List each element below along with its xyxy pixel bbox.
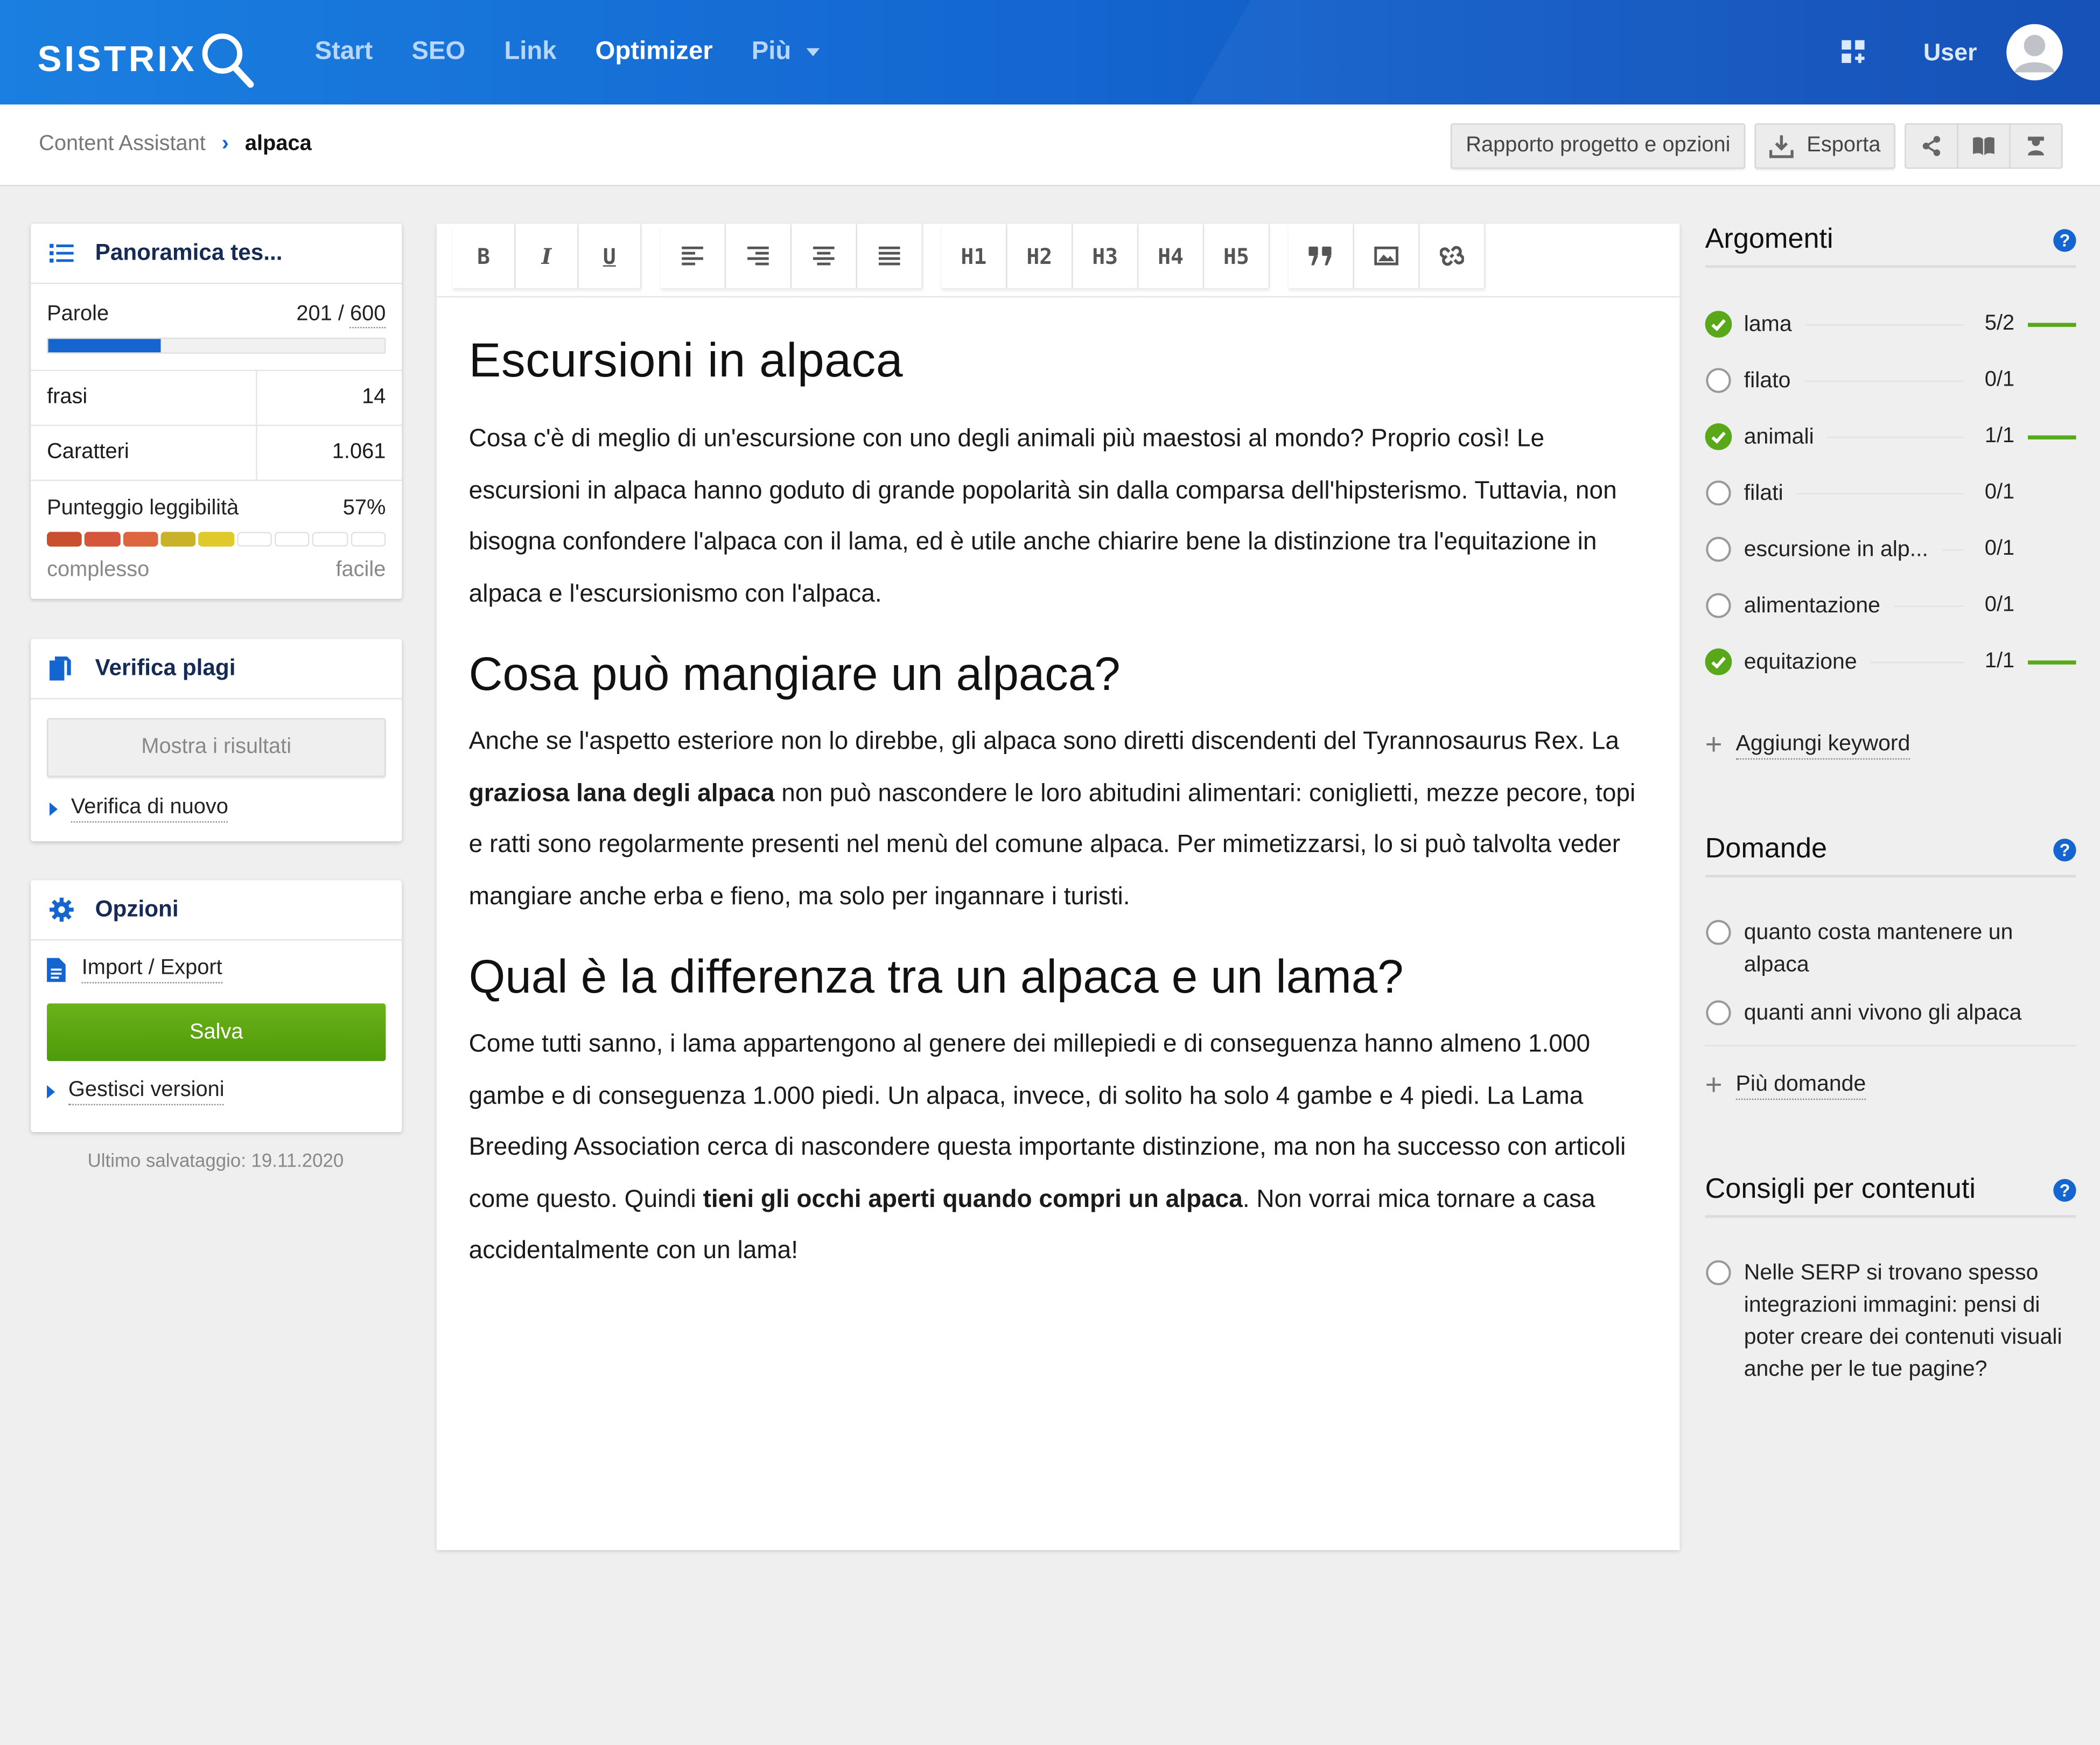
topic-count: 0/1: [1984, 537, 2015, 560]
topic-leader: [1871, 661, 1964, 662]
check-circle-icon: [1705, 648, 1732, 675]
copy-documents-icon: [50, 657, 71, 681]
text-overview-title: Panoramica tes...: [95, 240, 283, 266]
topic-leader: [1797, 492, 1964, 493]
save-button[interactable]: Salva: [47, 1003, 386, 1061]
words-row: [31, 284, 402, 338]
book-icon: [1972, 135, 1996, 157]
empty-circle-icon: [1705, 1000, 1732, 1027]
options-header[interactable]: [31, 880, 402, 940]
share-tools-group: [1905, 123, 2063, 169]
nav-link[interactable]: Link: [504, 37, 557, 66]
heading-3-button[interactable]: H3: [1073, 224, 1138, 288]
topic-count: 5/2: [1984, 312, 2015, 335]
text-editor: [437, 224, 1679, 1550]
topic-label: alimentazione: [1744, 592, 1880, 617]
more-questions-button[interactable]: + Più domande: [1705, 1067, 1866, 1101]
chevron-right-icon: ›: [221, 132, 229, 156]
align-justify-button[interactable]: [857, 224, 923, 288]
readability-scale-segment: [199, 532, 234, 547]
sentences-value: 14: [362, 386, 386, 409]
plagiarism-card: [31, 639, 402, 842]
nav-seo[interactable]: SEO: [411, 37, 466, 66]
export-button[interactable]: [1754, 123, 1895, 169]
empty-circle-icon: [1705, 919, 1732, 946]
topic-progress-bar: [2028, 660, 2076, 664]
topic-leader: [1894, 605, 1964, 606]
heading-1-button[interactable]: H1: [942, 224, 1007, 288]
topic-count: 0/1: [1984, 368, 2015, 392]
topic-item[interactable]: [1705, 421, 2076, 453]
support-icon: [2025, 135, 2047, 157]
caret-right-icon: [50, 802, 58, 816]
empty-circle-icon: [1705, 592, 1732, 619]
top-navigation-bar: [0, 0, 2100, 104]
quote-icon: [1308, 247, 1333, 266]
topic-leader: [1942, 549, 1964, 550]
align-justify-icon: [879, 247, 900, 266]
topic-item[interactable]: [1705, 646, 2076, 678]
words-label: Parole: [47, 303, 109, 326]
help-icon[interactable]: ?: [2053, 838, 2076, 861]
breadcrumb-bar: [0, 104, 2100, 186]
share-icon: [1921, 135, 1942, 157]
heading-4-button[interactable]: H4: [1138, 224, 1204, 288]
words-progress-fill: [48, 339, 161, 352]
show-results-button[interactable]: Mostra i risultati: [47, 718, 386, 777]
topic-progress-bar: [2028, 322, 2076, 326]
nav-start[interactable]: Start: [314, 37, 373, 66]
project-report-button[interactable]: [1451, 123, 1745, 169]
plagiarism-header[interactable]: [31, 639, 402, 700]
document-title[interactable]: Escursioni in alpaca: [468, 332, 904, 387]
support-button[interactable]: [2011, 124, 2062, 167]
readability-scale-segment: [123, 532, 158, 547]
scale-left-label: complesso: [47, 559, 150, 582]
topic-count: 0/1: [1984, 481, 2015, 504]
bold-phrase: tieni gli occhi aperti quando compri un alpaca: [703, 1183, 1243, 1212]
heading-5-button[interactable]: H5: [1204, 224, 1270, 288]
check-circle-icon: [1705, 423, 1732, 450]
topic-progress-bar: [2028, 547, 2076, 551]
export-label: Esporta: [1807, 134, 1881, 157]
question-item[interactable]: quanti anni vivono gli alpaca: [1705, 997, 2076, 1029]
readability-value: 57%: [342, 497, 386, 520]
topic-label: animali: [1744, 424, 1814, 449]
sistrix-logo[interactable]: [38, 30, 256, 88]
avatar[interactable]: [2006, 24, 2062, 80]
share-button[interactable]: [1906, 124, 1958, 167]
main-nav: [315, 0, 860, 104]
underline-button[interactable]: U: [579, 224, 642, 288]
tip-item[interactable]: Nelle SERP si trovano spesso integrazioni immagini: pensi di poter creare dei contenuti visuali anche per le tue pagine?: [1705, 1257, 2076, 1385]
logo-text: SISTRIX: [37, 38, 197, 79]
topic-item[interactable]: [1705, 590, 2076, 622]
document-body[interactable]: [437, 332, 1679, 1276]
characters-label: Caratteri: [31, 426, 257, 480]
paragraph-food[interactable]: Anche se l'aspetto esteriore non lo direbbe, gli alpaca sono diretti discendenti del Tyrannosaurus Rex. La graziosa lana degli alpaca non può nascondere le loro abitudini alimentari: coniglietti, mezze pecore, topi e ratti sono regolarmente presenti nel menù del comune alpaca. Per mimetizzarsi, lo si può talvolta veder mangiare anche erba e fieno, ma solo per ingannare i turisti.: [468, 726, 1636, 909]
divider: [1705, 1045, 2076, 1046]
topic-item[interactable]: [1705, 533, 2076, 566]
topic-leader: [1828, 436, 1964, 437]
topic-leader: [1805, 324, 1964, 325]
bold-phrase: graziosa lana degli alpaca: [468, 777, 775, 806]
editor-toolbar: [437, 224, 1679, 297]
topic-item[interactable]: [1705, 477, 2076, 509]
topic-item[interactable]: [1705, 308, 2076, 340]
document-icon: [47, 958, 66, 982]
paragraph-intro[interactable]: Cosa c'è di meglio di un'escursione con uno degli animali più maestosi al mondo? Proprio così! Le escursioni in alpaca hanno goduto di grande popolarità sin dalla comparsa dell'hipsterismo. Tuttavia, non bisogna confondere l'alpaca con il lama, ed è utile anche chiarire bene la distinzione tra l'equitazione in alpaca e l'escursionismo con l'alpaca.: [468, 423, 1617, 606]
topic-leader: [1804, 380, 1963, 381]
align-center-icon: [813, 247, 835, 266]
topics-header: [1705, 214, 2076, 268]
text-overview-card: [31, 224, 402, 599]
readability-scale-segment: [351, 532, 386, 547]
list-icon: [50, 244, 74, 263]
heading-2-button[interactable]: H2: [1007, 224, 1073, 288]
manage-versions-link[interactable]: Gestisci versioni: [31, 1078, 402, 1105]
topics-title: Argomenti: [1705, 224, 1833, 255]
image-icon: [1374, 247, 1398, 266]
recheck-link[interactable]: Verifica di nuovo: [31, 796, 402, 823]
gear-icon: [50, 898, 74, 922]
empty-circle-icon: [1705, 480, 1732, 507]
insert-link-button[interactable]: [1420, 224, 1486, 288]
topic-progress-bar: [2028, 379, 2076, 382]
tips-header: [1705, 1164, 2076, 1218]
italic-button[interactable]: I: [516, 224, 579, 288]
heading-food[interactable]: Cosa può mangiare un alpaca?: [468, 648, 1121, 701]
topic-label: equitazione: [1744, 649, 1857, 673]
readability-scale: [47, 532, 386, 547]
user-avatar-icon: [2006, 24, 2062, 80]
link-icon: [1440, 244, 1464, 268]
topic-label: escursione in alp...: [1744, 536, 1928, 561]
topic-label: filati: [1744, 480, 1783, 505]
align-center-button[interactable]: [792, 224, 857, 288]
topic-progress-bar: [2028, 435, 2076, 438]
topic-label: lama: [1744, 311, 1792, 336]
words-count: 201 / 600: [296, 303, 386, 327]
readability-scale-segment: [47, 532, 82, 547]
last-saved-text: Ultimo salvataggio: 19.11.2020: [87, 1149, 344, 1171]
characters-value: 1.061: [332, 441, 386, 464]
breadcrumb: [39, 104, 312, 185]
characters-row: [31, 425, 402, 480]
topic-label: filato: [1744, 367, 1791, 392]
sentences-row: [31, 370, 402, 425]
breadcrumb-current: alpaca: [244, 132, 312, 156]
user-name[interactable]: User: [1923, 38, 1977, 65]
topic-count: 0/1: [1984, 593, 2015, 617]
paragraph-difference[interactable]: Come tutti sanno, i lama appartengono al genere dei millepiedi e di conseguenza hanno almeno 1.000 gambe e di conseguenza 1.000 piedi. Un alpaca, invece, di solito ha solo 4 gambe e 4 piedi. La Lama Breeding Association cerca di nascondere questa importante distinzione, ma non ha successo con articoli come questo. Quindi tieni gli occhi aperti quando compri un alpaca. Non vorrai mica tornare a casa accidentalmente con un lama!: [468, 1029, 1626, 1264]
scale-right-label: facile: [335, 559, 386, 582]
sentences-label: frasi: [31, 371, 257, 425]
readability-scale-segment: [275, 532, 310, 547]
words-progress-bar: [47, 338, 386, 354]
topic-progress-bar: [2028, 491, 2076, 495]
question-item[interactable]: quanto costa mantenere un alpaca: [1705, 916, 2076, 980]
import-export-link[interactable]: Import / Export: [31, 957, 402, 983]
manual-button[interactable]: [1958, 124, 2011, 167]
heading-difference[interactable]: Qual è la differenza tra un alpaca e un lama?: [468, 951, 1404, 1004]
align-left-icon: [682, 247, 703, 266]
empty-circle-icon: [1705, 1259, 1732, 1286]
align-right-icon: [747, 247, 769, 266]
topic-progress-bar: [2028, 604, 2076, 608]
help-icon[interactable]: ?: [2053, 1178, 2076, 1201]
nav-more[interactable]: Più: [752, 38, 821, 67]
project-report-label: Rapporto progetto e opzioni: [1466, 134, 1731, 157]
plagiarism-title: Verifica plagi: [95, 655, 236, 681]
readability-label: Punteggio leggibilità: [47, 497, 239, 520]
insert-image-button[interactable]: [1354, 224, 1420, 288]
readability-row: [31, 497, 402, 521]
text-overview-header[interactable]: [31, 224, 402, 284]
options-title: Opzioni: [95, 896, 179, 922]
download-icon: [1769, 134, 1794, 158]
readability-scale-segment: [236, 532, 271, 547]
questions-title: Domande: [1705, 833, 1828, 864]
topic-count: 1/1: [1984, 424, 2015, 448]
check-circle-icon: [1705, 311, 1732, 338]
help-icon[interactable]: ?: [2053, 228, 2076, 251]
readability-scale-segment: [85, 532, 120, 547]
breadcrumb-root[interactable]: Content Assistant: [39, 132, 206, 156]
options-card: [31, 880, 402, 1132]
caret-right-icon: [47, 1085, 55, 1099]
align-right-button[interactable]: [726, 224, 792, 288]
quote-button[interactable]: [1289, 224, 1354, 288]
chevron-down-icon: [804, 47, 821, 58]
bold-button[interactable]: B: [453, 224, 516, 288]
align-left-button[interactable]: [660, 224, 726, 288]
readability-scale-segment: [160, 532, 195, 547]
apps-grid-icon[interactable]: [1840, 39, 1867, 66]
tips-title: Consigli per contenuti: [1705, 1174, 1976, 1205]
questions-header: [1705, 824, 2076, 878]
logo-magnifier-icon: [200, 30, 256, 88]
topic-item[interactable]: [1705, 365, 2076, 397]
topic-count: 1/1: [1984, 650, 2015, 673]
empty-circle-icon: [1705, 367, 1732, 394]
readability-scale-labels: [31, 559, 402, 583]
plus-icon: +: [1705, 727, 1723, 761]
readability-scale-segment: [312, 532, 347, 547]
add-keyword-button[interactable]: + Aggiungi keyword: [1705, 727, 1910, 761]
plus-icon: +: [1705, 1067, 1723, 1101]
empty-circle-icon: [1705, 536, 1732, 563]
nav-optimizer[interactable]: Optimizer: [595, 37, 713, 66]
